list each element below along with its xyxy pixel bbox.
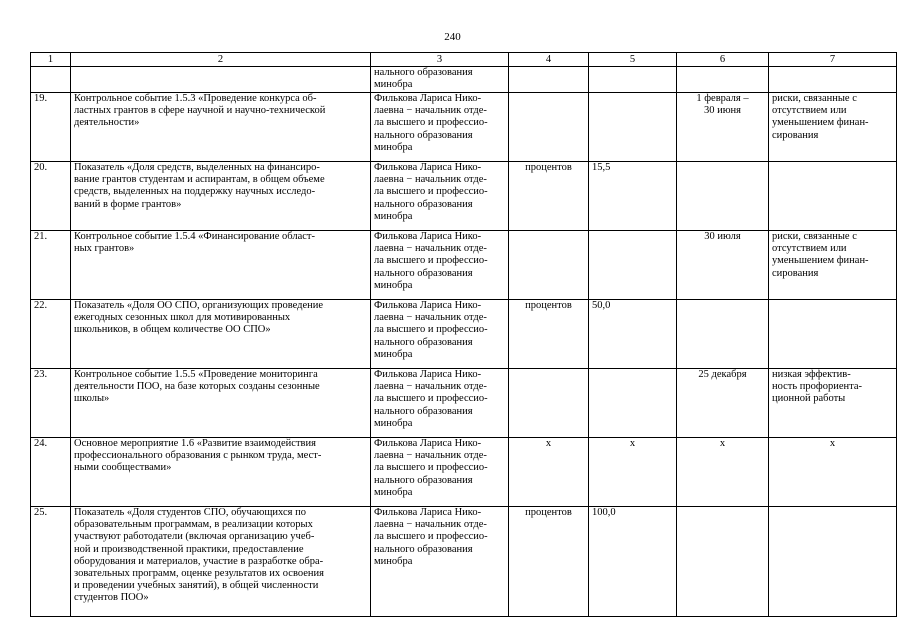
text-line: ла высшего и профессио- [374,324,488,336]
text-line: Филькова Лариса Нико- [374,438,482,449]
text-line: деятельности» [74,117,140,129]
text-line: Контрольное событие 1.5.5 «Проведение мониторинга [74,369,318,380]
table-row [31,162,897,231]
text-line: ных грантов» [74,243,135,255]
unit-cell [509,231,589,300]
column-header: 4 [509,53,589,67]
text-line: отсутствием или [772,105,847,117]
text-line: лаевна − начальник отде- [374,381,487,393]
text-line: 30 июня [703,105,742,117]
table-row [31,369,897,438]
text-line: ла высшего и профессио- [374,117,488,129]
column-header: 3 [371,53,509,67]
unit-cell: процентов [509,507,589,617]
text-line: риски, связанные с [772,93,857,104]
text-line: Филькова Лариса Нико- [374,369,482,380]
column-header: 1 [31,53,71,67]
text-line: ла высшего и профессио- [374,393,488,405]
text-line: минобра [374,555,413,567]
text-line: ла высшего и профессио- [374,255,488,267]
risk-cell [769,300,897,369]
text-line: минобра [374,279,413,291]
unit-cell: процентов [509,300,589,369]
risk-cell [769,93,897,162]
text-line: сирования [772,129,819,141]
text-line: минобра [374,79,413,91]
text-line: оборудования и материалов, участие в разработке обра- [74,555,324,567]
responsible-cell [371,231,509,300]
row-number-cell: 20. [31,162,71,231]
table-row [31,93,897,162]
text-line: минобра [374,486,413,498]
page-number: 240 [444,31,461,43]
text-line: Показатель «Доля студентов СПО, обучающихся по [74,507,306,518]
text-line: ционной работы [772,393,846,405]
column-header: 5 [589,53,677,67]
text-line: нального образования [374,129,473,141]
text-line: ной и производственной практики, предоставление [74,543,304,555]
text-line: ность профориента- [772,381,862,393]
table-row [31,231,897,300]
value-cell: х [589,438,677,507]
responsible-cell [371,507,509,617]
text-line: лаевна − начальник отде- [374,174,487,186]
text-line: Контрольное событие 1.5.4 «Финансирование област- [74,231,315,242]
date-cell [677,438,769,507]
value-cell [589,231,677,300]
unit-cell: х [509,438,589,507]
date-cell [677,369,769,438]
text-line: студентов ПОО» [74,592,149,604]
text-line: лаевна − начальник отде- [374,312,487,324]
row-number-cell [31,67,71,93]
responsible-cell [371,438,509,507]
text-line: минобра [374,417,413,429]
activity-cell [71,438,371,507]
text-line: Филькова Лариса Нико- [374,300,482,311]
text-line: нального образования [374,543,473,555]
activity-cell [71,67,371,93]
unit-cell [509,369,589,438]
text-line: лаевна − начальник отде- [374,450,487,462]
text-line: уменьшением финан- [772,255,869,267]
text-line: Филькова Лариса Нико- [374,162,482,173]
text-line: Филькова Лариса Нико- [374,507,482,518]
text-line: нального образования [374,198,473,210]
text-line: ла высшего и профессио- [374,186,488,198]
table-row [31,438,897,507]
risk-cell [769,162,897,231]
responsible-cell [371,300,509,369]
activity-cell [71,369,371,438]
text-line: низкая эффектив- [772,369,851,380]
text-line: Основное мероприятие 1.6 «Развитие взаимодействия [74,438,316,449]
text-line: ными сообществами» [74,462,172,474]
text-line: х [719,438,726,449]
text-line: нального образования [374,336,473,348]
activity-cell [71,300,371,369]
row-number-cell: 24. [31,438,71,507]
text-line: минобра [374,141,413,153]
risk-cell [769,231,897,300]
text-line: ла высшего и профессио- [374,462,488,474]
column-number-row [31,53,897,67]
text-line: Филькова Лариса Нико- [374,93,482,104]
unit-cell: процентов [509,162,589,231]
continuation-row [31,67,897,93]
responsible-cell [371,93,509,162]
text-line: отсутствием или [772,243,847,255]
text-line: участвуют работодатели (включая организацию учеб- [74,531,315,543]
text-line: 30 июля [704,231,741,242]
text-line: лаевна − начальник отде- [374,105,487,117]
text-line: лаевна − начальник отде- [374,519,487,531]
activity-cell [71,507,371,617]
text-line: риски, связанные с [772,231,857,242]
responsible-cell [371,67,509,93]
text-line: деятельности ПОО, на базе которых созданы сезонные [74,381,320,393]
plan-table [30,52,897,617]
text-line: нального образования [374,67,473,78]
text-line: образовательным программам, в реализации которых [74,519,313,531]
text-line: средств, выделенных на поддержку научных исследо- [74,186,316,198]
text-line: школьников, в общем количестве ОО СПО» [74,324,271,336]
responsible-cell [371,369,509,438]
text-line: нального образования [374,474,473,486]
text-line: Показатель «Доля ОО СПО, организующих проведение [74,300,324,311]
text-line: х [829,438,836,449]
text-line: школы» [74,393,110,405]
value-cell [589,369,677,438]
text-line: минобра [374,210,413,222]
text-line: ежегодных сезонных школ для мотивированных [74,312,291,324]
date-cell [677,300,769,369]
unit-cell [509,67,589,93]
activity-cell [71,93,371,162]
risk-cell [769,67,897,93]
date-cell [677,93,769,162]
text-line: ла высшего и профессио- [374,531,488,543]
text-line: профессионального образования с рынком труда, мест- [74,450,322,462]
text-line: и проведении учебных занятий), в общей численности [74,580,319,592]
text-line: Филькова Лариса Нико- [374,231,482,242]
text-line: ваний в форме грантов» [74,198,182,210]
text-line: Показатель «Доля средств, выделенных на финансиро- [74,162,320,173]
activity-cell [71,162,371,231]
text-line: зовательных программ, оценке результатов их освоения [74,568,324,580]
row-number-cell: 21. [31,231,71,300]
text-line: сирования [772,267,819,279]
risk-cell [769,507,897,617]
text-line: нального образования [374,267,473,279]
unit-cell [509,93,589,162]
value-cell: 100,0 [589,507,677,617]
text-line: уменьшением финан- [772,117,869,129]
text-line: Контрольное событие 1.5.3 «Проведение конкурса об- [74,93,317,104]
text-line: 1 февраля – [696,93,749,104]
table-row [31,507,897,617]
value-cell [589,67,677,93]
row-number-cell: 22. [31,300,71,369]
risk-cell [769,438,897,507]
text-line: вание грантов студентам и аспирантам, в общем объеме [74,174,325,186]
column-header: 6 [677,53,769,67]
text-line: лаевна − начальник отде- [374,243,487,255]
date-cell [677,507,769,617]
value-cell: 50,0 [589,300,677,369]
row-number-cell: 19. [31,93,71,162]
date-cell [677,231,769,300]
text-line: ластных грантов в сфере научной и научно-технической [74,105,326,117]
text-line: минобра [374,348,413,360]
row-number-cell: 23. [31,369,71,438]
date-cell [677,67,769,93]
date-cell [677,162,769,231]
text-line: нального образования [374,405,473,417]
row-number-cell: 25. [31,507,71,617]
risk-cell [769,369,897,438]
column-header: 2 [71,53,371,67]
table-row [31,300,897,369]
responsible-cell [371,162,509,231]
value-cell [589,93,677,162]
value-cell: 15,5 [589,162,677,231]
text-line: 25 декабря [698,369,747,380]
activity-cell [71,231,371,300]
column-header: 7 [769,53,897,67]
